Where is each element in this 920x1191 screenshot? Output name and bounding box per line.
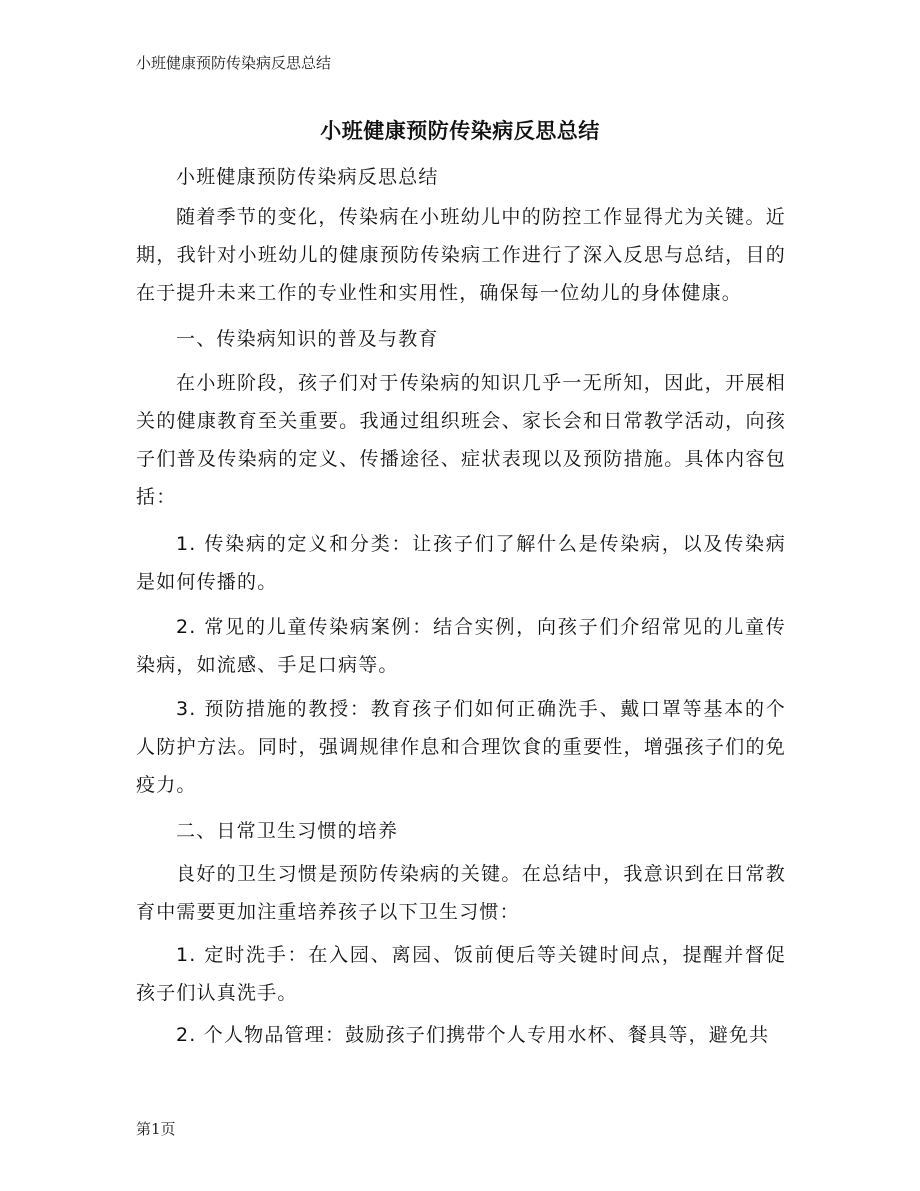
list-item-1-1: 1. 传染病的定义和分类：让孩子们了解什么是传染病，以及传染病是如何传播的。	[136, 533, 786, 593]
section-heading-1: 一、传染病知识的普及与教育	[176, 328, 439, 350]
page-number: 第1页	[136, 1120, 176, 1138]
list-item-2-1: 1. 定时洗手：在入园、离园、饭前便后等关键时间点，提醒并督促孩子们认真洗手。	[136, 944, 786, 1004]
list-item-1-3: 3. 预防措施的教授：教育孩子们如何正确洗手、戴口罩等基本的个人防护方法。同时，强调规律作息和合理饮食的重要性，增强孩子们的免疫力。	[136, 698, 786, 796]
paragraph-subtitle: 小班健康预防传染病反思总结	[176, 166, 439, 188]
paragraph-intro: 随着季节的变化，传染病在小班幼儿中的防控工作显得尤为关键。近期，我针对小班幼儿的健康预防传染病工作进行了深入反思与总结，目的在于提升未来工作的专业性和实用性，确保每一位幼儿的身体健康。	[136, 206, 786, 304]
list-item-1-2: 2. 常见的儿童传染病案例：结合实例，向孩子们介绍常见的儿童传染病，如流感、手足口病等。	[136, 616, 786, 676]
section-heading-2: 二、日常卫生习惯的培养	[176, 820, 399, 842]
running-header: 小班健康预防传染病反思总结	[136, 54, 332, 72]
paragraph-section-2: 良好的卫生习惯是预防传染病的关键。在总结中，我意识到在日常教育中需要更加注重培养孩子以下卫生习惯：	[136, 863, 786, 923]
paragraph-section-1: 在小班阶段，孩子们对于传染病的知识几乎一无所知，因此，开展相关的健康教育至关重要。我通过组织班会、家长会和日常教学活动，向孩子们普及传染病的定义、传播途径、症状表现以及预防措施。具体内容包括：	[136, 372, 786, 508]
list-item-2-2: 2. 个人物品管理：鼓励孩子们携带个人专用水杯、餐具等，避免共	[176, 1024, 770, 1046]
document-title: 小班健康预防传染病反思总结	[320, 119, 600, 143]
